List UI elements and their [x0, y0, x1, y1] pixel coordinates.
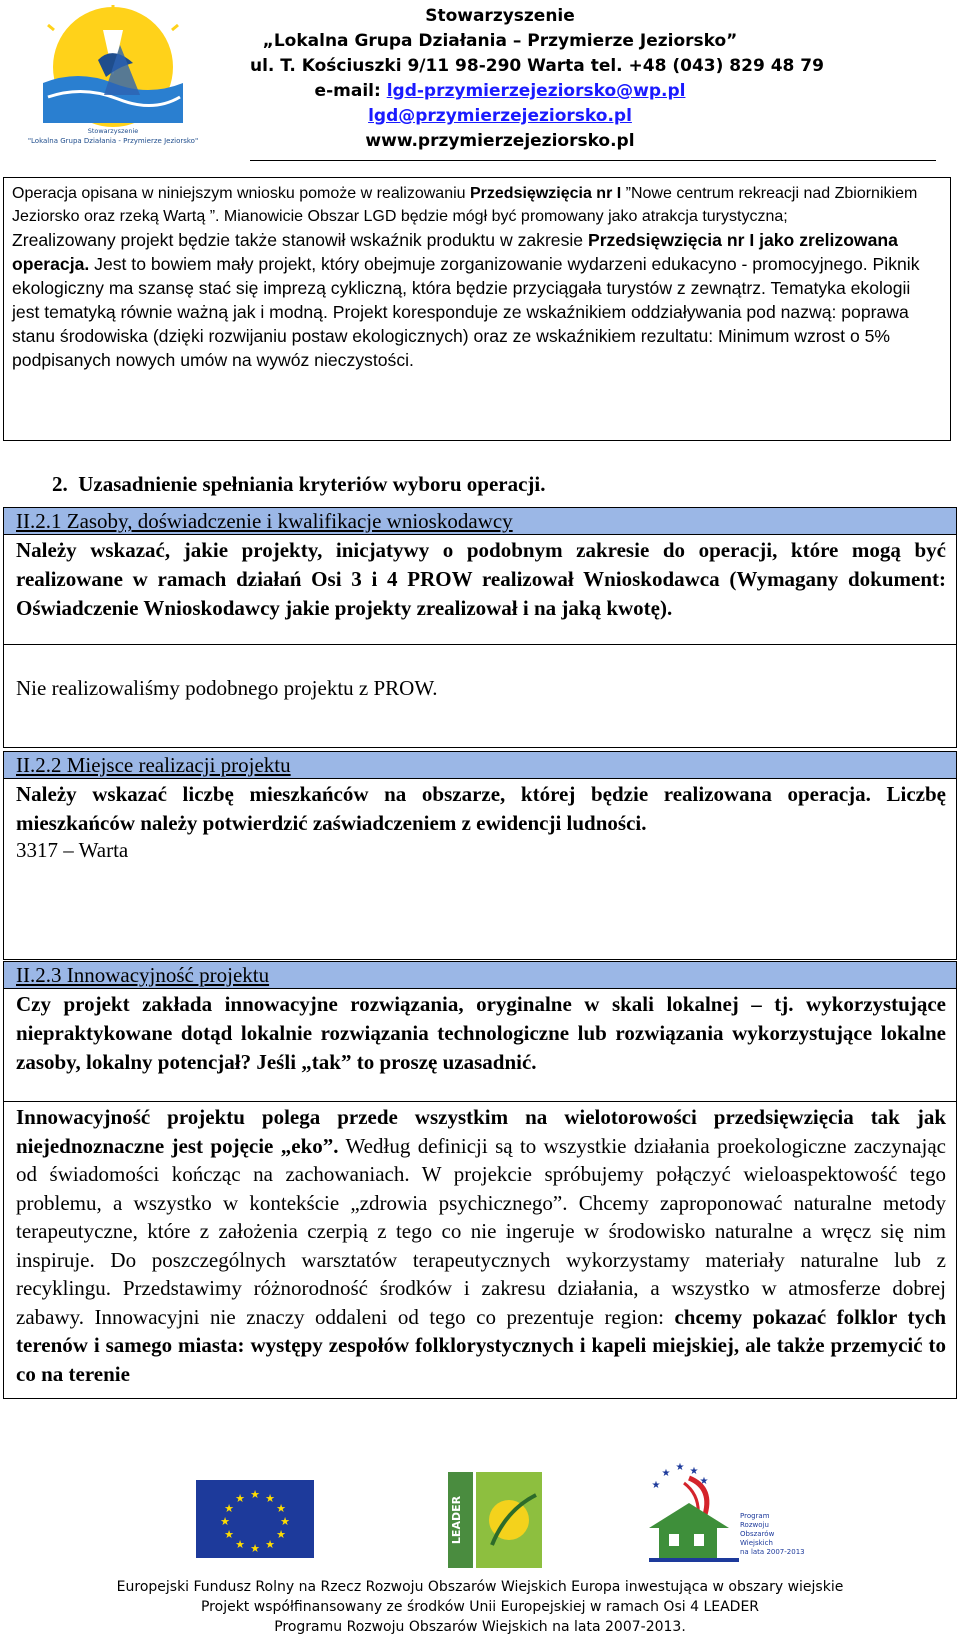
svg-text:★: ★ [689, 1466, 699, 1477]
svg-text:★: ★ [661, 1468, 671, 1479]
svg-text:Obszarów: Obszarów [740, 1530, 775, 1538]
box1-paragraph-1: Operacja opisana w niniejszym wniosku pomoże w realizowaniu Przedsięwzięcia nr I ”Nowe centrum rekreacji nad Zbiornikiem Jeziorsko oraz rzeką Wartą ”. Mianowicie Obszar LGD będzie mógł być promowany jako atrakcja turystyczna; [12, 185, 918, 225]
section-heading: 2. Uzasadnienie spełniania kryteriów wyboru operacji. [52, 472, 546, 496]
org-name-1: Stowarzyszenie [425, 6, 575, 26]
logo-caption-2: "Lokalna Grupa Działania - Przymierze Jeziorsko" [27, 137, 199, 145]
svg-text:★: ★ [276, 1502, 286, 1515]
operation-description-text [12, 182, 942, 372]
svg-text:★: ★ [651, 1480, 661, 1491]
svg-text:★: ★ [224, 1528, 234, 1541]
question-2-2-3: Czy projekt zakłada innowacyjne rozwiązania, oryginalne w skali lokalnej – tj. wykorzystujące niepraktykowane dotąd lokalnie rozwiązania technologiczne lub rozwiązania wykorzystujące lokalne zasoby, lokalny potencjał? Jeśli „tak” to proszę uzasadnić. [16, 992, 946, 1074]
svg-text:Wiejskich: Wiejskich [740, 1539, 773, 1547]
logo-caption-1: Stowarzyszenie [87, 127, 139, 135]
svg-text:★: ★ [250, 1542, 260, 1555]
organization-header [250, 4, 824, 154]
prow-logo [644, 1458, 804, 1568]
question-2-2-2: Należy wskazać liczbę mieszkańców na obszarze, której będzie realizowana operacja. Liczbę mieszkańców należy potwierdzić zaświadczeniem z ewidencji ludności. [16, 782, 946, 835]
svg-text:★: ★ [280, 1515, 290, 1528]
svg-text:Program: Program [740, 1512, 770, 1520]
org-name-2: „Lokalna Grupa Działania – Przymierze Jeziorsko” [262, 31, 738, 51]
svg-text:★: ★ [276, 1528, 286, 1541]
org-website[interactable]: www.przymierzejeziorsko.pl [365, 131, 635, 151]
email-link-2[interactable]: lgd@przymierzejeziorsko.pl [368, 106, 632, 126]
org-address: ul. T. Kościuszki 9/11 98-290 Warta tel. +48 (043) 829 48 79 [250, 56, 824, 76]
header-rule [250, 160, 936, 161]
org-email-line [250, 79, 750, 104]
question-2-2-1: Należy wskazać, jakie projekty, inicjatywy o podobnym zakresie do operacji, które mogą być realizowane w ramach działań Osi 3 i 4 PROW realizował Wnioskodawca (Wymagany dokument: Oświadczenie Wnioskodawcy jakie projekty zrealizował i na jaką kwotę). [16, 538, 946, 620]
svg-text:Rozwoju: Rozwoju [740, 1521, 769, 1529]
svg-text:★: ★ [235, 1492, 245, 1505]
svg-text:★: ★ [265, 1538, 275, 1551]
footer-line-1: Europejski Fundusz Rolny na Rzecz Rozwoju Obszarów Wiejskich Europa inwestująca w obszary wiejskie [116, 1579, 844, 1595]
box1-paragraph-2: Zrealizowany projekt będzie także stanowił wskaźnik produktu w zakresie Przedsięwzięcia nr I jako zrelizowana operacja. Jest to bowiem mały projekt, który obejmuje zorganizowanie wydarzeni edukacyno - promocyjnego. Piknik ekologiczny ma szansę stać się imprezą cykliczną, która będzie przyciągała turystów z zewnątrz. Tematyka ekologii jest tematyką równie ważną jak i modną. Projekt koresponduje ze wskaźnikiem oddziaływania pod nazwą: poprawa stanu środowiska (dzięki rozwijaniu postaw ekologicznych) oraz ze wskaźnikiem rezultatu: Minimum wzrost o 5% podpisanych nowych umów na wywóz nieczystości. [12, 230, 920, 370]
footer-line-3: Programu Rozwoju Obszarów Wiejskich na lata 2007-2013. [274, 1619, 686, 1635]
leader-logo [446, 1470, 544, 1570]
email-label: e-mail: [314, 81, 387, 101]
eu-flag-logo [196, 1480, 314, 1558]
email-link-1[interactable]: lgd-przymierzejeziorsko@wp.pl [386, 81, 686, 101]
footer-text [60, 1577, 900, 1637]
answer-2-2-2: 3317 – Warta [16, 838, 129, 862]
heading-bar-2-2-2: II.2.2 Miejsce realizacji projektu [3, 751, 957, 779]
heading-bar-2-2-3: II.2.3 Innowacyjność projektu [3, 961, 957, 989]
svg-text:na lata 2007-2013: na lata 2007-2013 [740, 1548, 804, 1556]
heading-bar-2-2-1: II.2.1 Zasoby, doświadczenie i kwalifikacje wnioskodawcy [3, 507, 957, 535]
svg-text:★: ★ [220, 1515, 230, 1528]
lgd-logo [8, 5, 218, 150]
svg-text:★: ★ [224, 1502, 234, 1515]
svg-text:★: ★ [699, 1476, 709, 1487]
svg-text:LEADER: LEADER [450, 1495, 463, 1545]
svg-text:★: ★ [675, 1462, 685, 1473]
footer-line-2: Projekt współfinansowany ze środków Unii Europejskiej w ramach Osi 4 LEADER [200, 1599, 760, 1615]
divider-2-2-3 [3, 1101, 957, 1102]
answer-2-2-1: Nie realizowaliśmy podobnego projektu z PROW. [16, 676, 438, 700]
svg-text:★: ★ [265, 1492, 275, 1505]
answer-2-2-3: Innowacyjność projektu polega przede wszystkim na wielotorowości przedsięwzięcia tak jak niejednoznaczne jest pojęcie „eko”. Według definicji są to wszystkie działania proekologiczne zaczynając od świadomości kończąc na zachowaniach. W projekcie spróbujemy połączyć wieloaspektowość tego problemu, a wszystko w kontekście „zdrowia psychicznego”. Chcemy zaproponować naturalne metody terapeutyczne, które z założenia czerpią z tego co nie ingeruje w środowisko naturalne a wręcz się nim inspiruje. Do poszczególnych warsztatów terapeutycznych wykorzystamy materiały naturalne lub z recyklingu. Przedstawimy różnorodność środków i zakresu działania, a wszystko w atmosferze dobrej zabawy. Innowacyjni nie znaczy oddaleni od tego co prezentuje region: chcemy pokazać folklor tych terenów i samego miasta: występy zespołów folklorystycznych i kapeli miejskiej, ale także przemycić to co na terenie [16, 1105, 946, 1386]
svg-text:★: ★ [250, 1488, 260, 1501]
svg-text:★: ★ [235, 1538, 245, 1551]
